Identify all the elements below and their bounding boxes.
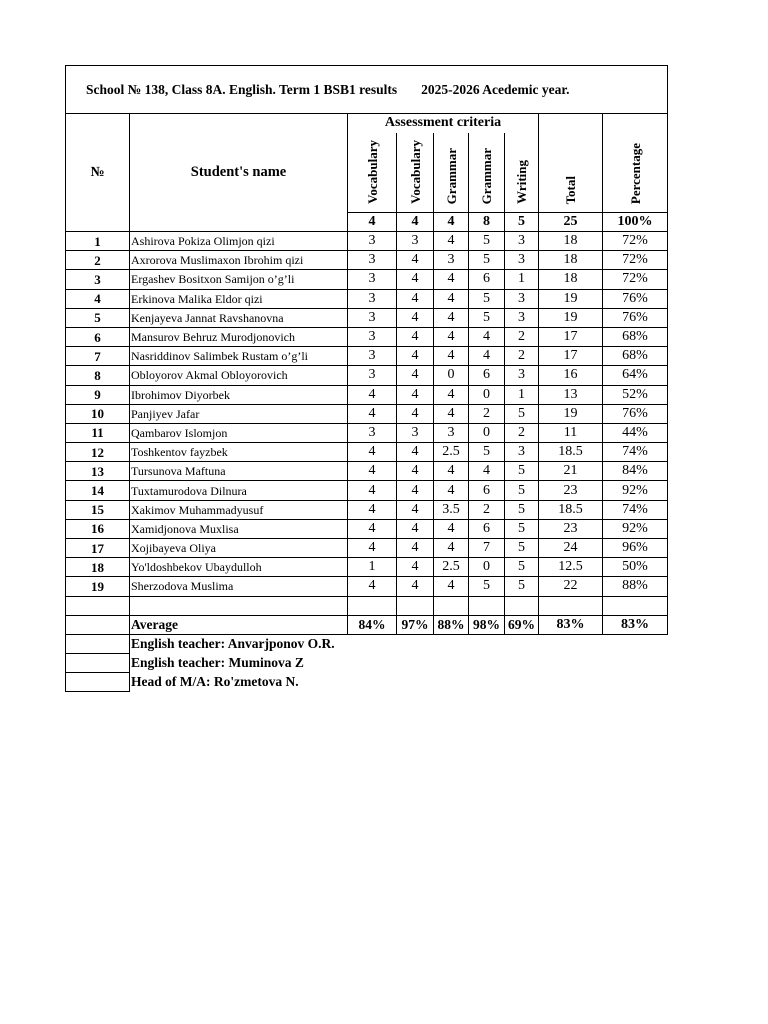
score-cell: 4 <box>469 347 505 366</box>
score-cell: 4 <box>348 443 397 462</box>
score-cell: 5 <box>469 289 505 308</box>
total-cell: 19 <box>539 289 603 308</box>
total-cell: 11 <box>539 423 603 442</box>
score-cell: 5 <box>469 232 505 251</box>
max-score: 8 <box>469 213 505 232</box>
score-cell: 5 <box>505 462 539 481</box>
total-cell: 18 <box>539 270 603 289</box>
total-cell: 13 <box>539 385 603 404</box>
student-name: Qambarov Islomjon <box>130 423 348 442</box>
max-score: 4 <box>348 213 397 232</box>
table-title <box>66 66 668 114</box>
percentage-cell: 76% <box>603 289 668 308</box>
number-header: № <box>66 114 130 232</box>
criterion-label: Writing <box>514 160 529 204</box>
student-name: Xamidjonova Muxlisa <box>130 519 348 538</box>
score-cell: 2 <box>469 500 505 519</box>
results-table <box>65 65 668 692</box>
score-cell: 0 <box>469 423 505 442</box>
score-cell: 4 <box>434 308 469 327</box>
score-cell: 4 <box>434 481 469 500</box>
student-number: 15 <box>66 500 130 519</box>
student-name: Ergashev Bositxon Samijon o’g’li <box>130 270 348 289</box>
percentage-cell: 76% <box>603 308 668 327</box>
criterion-label: Vocabulary <box>407 140 423 204</box>
blank-cell <box>434 596 469 615</box>
score-cell: 2 <box>505 347 539 366</box>
average-criterion: 84% <box>348 615 397 634</box>
percentage-cell: 92% <box>603 481 668 500</box>
score-cell: 3.5 <box>434 500 469 519</box>
blank-cell <box>397 596 434 615</box>
score-cell: 4 <box>397 577 434 596</box>
score-cell: 3 <box>348 251 397 270</box>
percentage-cell: 96% <box>603 539 668 558</box>
student-number: 18 <box>66 558 130 577</box>
academic-year: 2025-2026 Acedemic year. <box>421 81 570 97</box>
total-cell: 19 <box>539 404 603 423</box>
student-row <box>66 270 668 289</box>
student-number: 4 <box>66 289 130 308</box>
score-cell: 3 <box>505 443 539 462</box>
score-cell: 3 <box>348 423 397 442</box>
score-cell: 5 <box>469 308 505 327</box>
signature-text: English teacher: Muminova Z <box>131 654 304 670</box>
score-cell: 4 <box>348 385 397 404</box>
score-cell: 4 <box>348 404 397 423</box>
student-name: Nasriddinov Salimbek Rustam o’g’li <box>130 347 348 366</box>
total-header <box>539 114 603 213</box>
score-cell: 3 <box>505 289 539 308</box>
percentage-cell: 68% <box>603 327 668 346</box>
score-cell: 3 <box>348 270 397 289</box>
score-cell: 4 <box>434 385 469 404</box>
total-cell: 18 <box>539 232 603 251</box>
score-cell: 5 <box>505 539 539 558</box>
percentage-cell: 50% <box>603 558 668 577</box>
criterion-header <box>505 133 539 213</box>
total-label: Total <box>563 175 578 204</box>
total-cell: 21 <box>539 462 603 481</box>
max-total: 25 <box>539 213 603 232</box>
score-cell: 4 <box>348 519 397 538</box>
student-number: 14 <box>66 481 130 500</box>
student-row <box>66 385 668 404</box>
score-cell: 4 <box>397 462 434 481</box>
student-name: Ashirova Pokiza Olimjon qizi <box>130 232 348 251</box>
score-cell: 3 <box>348 347 397 366</box>
score-cell: 4 <box>434 347 469 366</box>
student-row <box>66 366 668 385</box>
student-number: 3 <box>66 270 130 289</box>
score-cell: 2 <box>505 423 539 442</box>
student-row <box>66 251 668 270</box>
score-cell: 5 <box>505 519 539 538</box>
student-number: 11 <box>66 423 130 442</box>
student-row <box>66 443 668 462</box>
score-cell: 4 <box>434 404 469 423</box>
total-cell: 22 <box>539 577 603 596</box>
score-cell: 0 <box>434 366 469 385</box>
total-cell: 18.5 <box>539 500 603 519</box>
student-number: 16 <box>66 519 130 538</box>
score-cell: 5 <box>469 443 505 462</box>
score-cell: 3 <box>434 423 469 442</box>
percentage-cell: 74% <box>603 443 668 462</box>
student-number: 1 <box>66 232 130 251</box>
student-number: 5 <box>66 308 130 327</box>
student-row <box>66 539 668 558</box>
blank-cell <box>66 672 130 691</box>
score-cell: 5 <box>505 481 539 500</box>
score-cell: 4 <box>397 366 434 385</box>
score-cell: 1 <box>505 270 539 289</box>
percentage-cell: 84% <box>603 462 668 481</box>
student-number: 19 <box>66 577 130 596</box>
score-cell: 4 <box>397 558 434 577</box>
score-cell: 4 <box>469 327 505 346</box>
student-name: Panjiyev Jafar <box>130 404 348 423</box>
percentage-cell: 74% <box>603 500 668 519</box>
criterion-header <box>348 133 397 213</box>
blank-cell <box>505 596 539 615</box>
percentage-label: Percentage <box>627 142 643 204</box>
score-cell: 7 <box>469 539 505 558</box>
student-row <box>66 481 668 500</box>
score-cell: 3 <box>397 423 434 442</box>
student-row <box>66 462 668 481</box>
title-row <box>66 66 668 114</box>
student-name: Xakimov Muhammadyusuf <box>130 500 348 519</box>
student-number: 8 <box>66 366 130 385</box>
student-row <box>66 558 668 577</box>
criterion-header <box>469 133 505 213</box>
student-name-header: Student's name <box>130 114 348 232</box>
score-cell: 3 <box>348 327 397 346</box>
score-cell: 5 <box>505 500 539 519</box>
score-cell: 4 <box>348 539 397 558</box>
score-cell: 6 <box>469 270 505 289</box>
score-cell: 0 <box>469 558 505 577</box>
score-cell: 5 <box>469 577 505 596</box>
score-cell: 2 <box>469 404 505 423</box>
blank-cell <box>469 596 505 615</box>
student-row <box>66 423 668 442</box>
blank-cell <box>66 615 130 634</box>
header-row-1 <box>66 114 668 133</box>
average-criterion: 88% <box>434 615 469 634</box>
score-cell: 4 <box>348 481 397 500</box>
score-cell: 4 <box>397 251 434 270</box>
student-number: 13 <box>66 462 130 481</box>
average-criterion: 98% <box>469 615 505 634</box>
student-name: Toshkentov fayzbek <box>130 443 348 462</box>
score-cell: 4 <box>397 347 434 366</box>
score-cell: 5 <box>505 404 539 423</box>
student-row <box>66 327 668 346</box>
student-row <box>66 519 668 538</box>
student-row <box>66 577 668 596</box>
percentage-cell: 88% <box>603 577 668 596</box>
average-percentage: 83% <box>603 615 668 634</box>
score-cell: 3 <box>348 366 397 385</box>
score-cell: 4 <box>348 462 397 481</box>
blank-cell <box>66 596 130 615</box>
total-cell: 12.5 <box>539 558 603 577</box>
percentage-cell: 92% <box>603 519 668 538</box>
criterion-label: Grammar <box>479 147 494 204</box>
percentage-header <box>603 114 668 213</box>
student-name: Axrorova Muslimaxon Ibrohim qizi <box>130 251 348 270</box>
score-cell: 4 <box>434 519 469 538</box>
average-criterion: 69% <box>505 615 539 634</box>
student-name: Obloyorov Akmal Obloyorovich <box>130 366 348 385</box>
score-cell: 3 <box>397 232 434 251</box>
score-cell: 5 <box>505 558 539 577</box>
student-number: 12 <box>66 443 130 462</box>
score-cell: 4 <box>397 539 434 558</box>
student-number: 17 <box>66 539 130 558</box>
score-cell: 6 <box>469 366 505 385</box>
assessment-criteria-header: Assessment criteria <box>348 114 539 133</box>
score-cell: 5 <box>469 251 505 270</box>
max-score: 4 <box>397 213 434 232</box>
total-cell: 19 <box>539 308 603 327</box>
score-cell: 4 <box>397 308 434 327</box>
score-cell: 3 <box>505 308 539 327</box>
score-cell: 4 <box>434 539 469 558</box>
student-name: Tuxtamurodova Dilnura <box>130 481 348 500</box>
blank-cell <box>66 653 130 672</box>
score-cell: 4 <box>397 327 434 346</box>
percentage-cell: 72% <box>603 251 668 270</box>
blank-cell <box>348 596 397 615</box>
student-name: Kenjayeva Jannat Ravshanovna <box>130 308 348 327</box>
criterion-label: Grammar <box>443 147 459 204</box>
criterion-header <box>397 133 434 213</box>
score-cell: 4 <box>397 385 434 404</box>
blank-cell <box>539 596 603 615</box>
score-cell: 3 <box>348 289 397 308</box>
score-cell: 4 <box>434 270 469 289</box>
student-name: Erkinova Malika Eldor qizi <box>130 289 348 308</box>
student-number: 2 <box>66 251 130 270</box>
score-cell: 1 <box>348 558 397 577</box>
score-cell: 4 <box>434 327 469 346</box>
score-cell: 4 <box>397 519 434 538</box>
student-row <box>66 500 668 519</box>
percentage-cell: 52% <box>603 385 668 404</box>
blank-cell <box>130 596 348 615</box>
total-cell: 23 <box>539 519 603 538</box>
score-cell: 4 <box>397 404 434 423</box>
average-row <box>66 615 668 634</box>
student-name: Tursunova Maftuna <box>130 462 348 481</box>
score-cell: 4 <box>397 270 434 289</box>
criterion-label: Vocabulary <box>364 140 380 204</box>
average-label: Average <box>130 615 348 634</box>
score-cell: 4 <box>348 577 397 596</box>
score-cell: 4 <box>397 443 434 462</box>
score-cell: 0 <box>469 385 505 404</box>
score-cell: 3 <box>505 232 539 251</box>
score-cell: 4 <box>434 232 469 251</box>
percentage-cell: 72% <box>603 270 668 289</box>
percentage-cell: 64% <box>603 366 668 385</box>
percentage-cell: 44% <box>603 423 668 442</box>
score-cell: 2 <box>505 327 539 346</box>
score-cell: 4 <box>348 500 397 519</box>
student-row <box>66 347 668 366</box>
student-number: 9 <box>66 385 130 404</box>
student-row <box>66 232 668 251</box>
max-score: 4 <box>434 213 469 232</box>
signature-text: English teacher: Anvarjponov O.R. <box>131 636 335 652</box>
percentage-cell: 72% <box>603 232 668 251</box>
average-criterion: 97% <box>397 615 434 634</box>
max-percentage: 100% <box>603 213 668 232</box>
blank-cell <box>66 634 130 653</box>
score-cell: 4 <box>469 462 505 481</box>
student-row <box>66 308 668 327</box>
total-cell: 18.5 <box>539 443 603 462</box>
score-cell: 3 <box>348 232 397 251</box>
blank-row <box>66 596 668 615</box>
average-total: 83% <box>539 615 603 634</box>
student-name: Yo'ldoshbekov Ubaydulloh <box>130 558 348 577</box>
score-cell: 4 <box>434 577 469 596</box>
score-cell: 4 <box>434 462 469 481</box>
score-cell: 6 <box>469 519 505 538</box>
title-main: School № 138, Class 8A. English. Term 1 BSB1 results <box>86 81 398 97</box>
total-cell: 23 <box>539 481 603 500</box>
percentage-cell: 68% <box>603 347 668 366</box>
student-name: Mansurov Behruz Murodjonovich <box>130 327 348 346</box>
student-row <box>66 289 668 308</box>
score-cell: 5 <box>505 577 539 596</box>
head-signature-line <box>66 672 668 691</box>
student-name: Ibrohimov Diyorbek <box>130 385 348 404</box>
score-cell: 2.5 <box>434 443 469 462</box>
student-number: 6 <box>66 327 130 346</box>
max-score: 5 <box>505 213 539 232</box>
signature-text: Head of M/A: Ro'zmetova N. <box>131 673 299 689</box>
total-cell: 16 <box>539 366 603 385</box>
blank-cell <box>603 596 668 615</box>
teacher-signature-line <box>66 634 668 653</box>
score-cell: 3 <box>434 251 469 270</box>
total-cell: 18 <box>539 251 603 270</box>
student-name: Sherzodova Muslima <box>130 577 348 596</box>
score-cell: 3 <box>505 251 539 270</box>
student-name: Xojibayeva Oliya <box>130 539 348 558</box>
score-cell: 4 <box>397 500 434 519</box>
percentage-cell: 76% <box>603 404 668 423</box>
total-cell: 24 <box>539 539 603 558</box>
total-cell: 17 <box>539 327 603 346</box>
total-cell: 17 <box>539 347 603 366</box>
teacher-signature-line <box>66 653 668 672</box>
criterion-header <box>434 133 469 213</box>
score-cell: 4 <box>397 481 434 500</box>
score-cell: 1 <box>505 385 539 404</box>
score-cell: 3 <box>505 366 539 385</box>
score-cell: 4 <box>397 289 434 308</box>
score-cell: 6 <box>469 481 505 500</box>
score-cell: 2.5 <box>434 558 469 577</box>
student-number: 7 <box>66 347 130 366</box>
score-cell: 3 <box>348 308 397 327</box>
student-row <box>66 404 668 423</box>
student-number: 10 <box>66 404 130 423</box>
score-cell: 4 <box>434 289 469 308</box>
